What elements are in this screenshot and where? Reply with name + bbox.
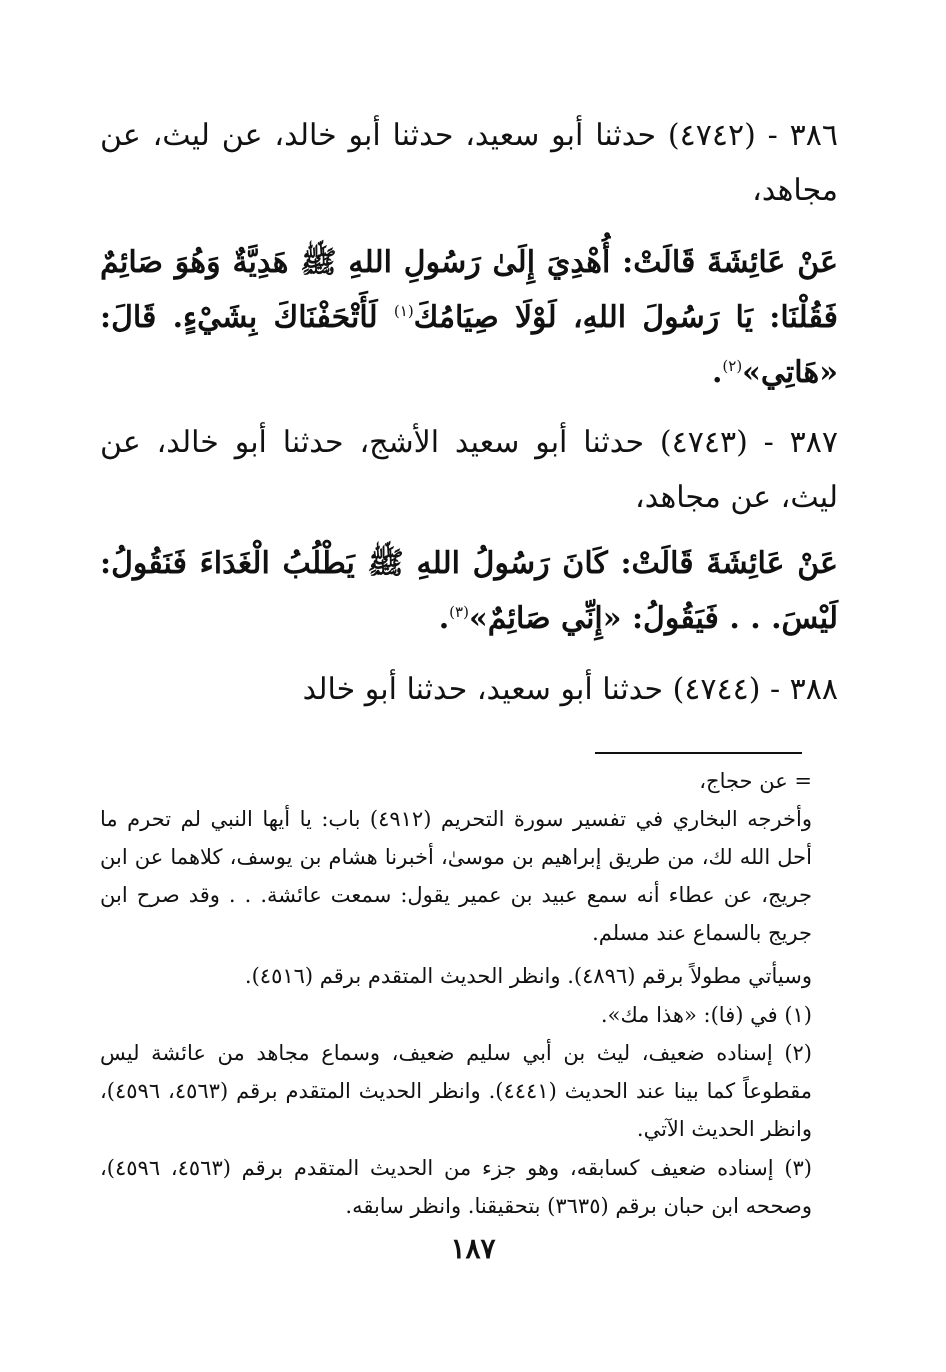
page-number: ١٨٧ — [450, 1232, 496, 1265]
hadith-388-isnad: ٣٨٨ - (٤٧٤٤) حدثنا أبو سعيد، حدثنا أبو خالد — [302, 672, 838, 707]
footnote-takhrij-1: وأخرجه البخاري في تفسير سورة التحريم (٤٩١٢) باب: يا أيها النبي لم تحرم ما أحل الله لك، من طريق إبراهيم بن موسىٰ، أخبرنا هشام بن يوسف، كلاهما عن ابن جريج، عن عطاء أنه سمع عبيد بن عمير يقول: سمعت عائشة. . . وقد صرح ابن جريج بالسماع عند مسلم. — [100, 807, 812, 945]
hadith-387-matn-text: عَنْ عَائِشَةَ قَالَتْ: كَانَ رَسُولُ اللهِ ﷺ يَطْلُبُ الْغَدَاءَ فَنَقُولُ: لَيْسَ. . . فَيَقُولُ: «إِنِّي صَائِمٌ» — [100, 546, 838, 636]
hadith-387-isnad: ٣٨٧ - (٤٧٤٣) حدثنا أبو سعيد الأشج، حدثنا أبو خالد، عن ليث، عن مجاهد، — [100, 425, 838, 515]
hadith-386-isnad: ٣٨٦ - (٤٧٤٢) حدثنا أبو سعيد، حدثنا أبو خالد، عن ليث، عن مجاهد، — [100, 118, 838, 208]
hadith-387-matn-end: . — [438, 601, 450, 636]
hadith-386-matn-end: . — [711, 355, 723, 390]
hadith-386-matn-text: عَنْ عَائِشَةَ قَالَتْ: أُهْدِيَ إِلَىٰ رَسُولِ اللهِ ﷺ هَدِيَّةٌ وَهُوَ صَائِمٌ فَقُلْنَا: يَا رَسُولَ اللهِ، لَوْلَا صِيَامُكَ — [100, 245, 838, 335]
hadith-387-matn — [100, 536, 838, 646]
footnote-separator — [595, 752, 802, 754]
footnote-3: (٣) إسناده ضعيف كسابقه، وهو جزء من الحديث المتقدم برقم (٤٥٦٣، ٤٥٩٦)، وصححه ابن حبان برقم (٣٦٣٥) بتحقيقنا. وانظر سابقه. — [100, 1156, 812, 1218]
footnote-takhrij-2: وسيأتي مطولاً برقم (٤٨٩٦). وانظر الحديث المتقدم برقم (٤٥١٦). — [244, 964, 812, 988]
footnote-ref-1: (١) — [393, 302, 414, 320]
footnote-2: (٢) إسناده ضعيف، ليث بن أبي سليم ضعيف، وسماع مجاهد من عائشة ليس مقطوعاً كما بينا عند الحديث (٤٤٤١). وانظر الحديث المتقدم برقم (٤٥٦٣، ٤٥٩٦)، وانظر الحديث الآتي. — [100, 1041, 813, 1141]
hadith-386-matn — [100, 235, 838, 400]
footnote-continuation: = عن حجاج، — [699, 769, 812, 793]
footnote-1: (١) في (فا): «هذا مك». — [600, 1003, 812, 1027]
footnote-ref-2: (٢) — [722, 357, 743, 375]
hadith-386-matn-cont: لَأَتْحَفْنَاكَ بِشَيْءٍ. قَالَ: «هَاتِي» — [100, 300, 838, 390]
footnote-ref-3: (٣) — [449, 603, 469, 621]
